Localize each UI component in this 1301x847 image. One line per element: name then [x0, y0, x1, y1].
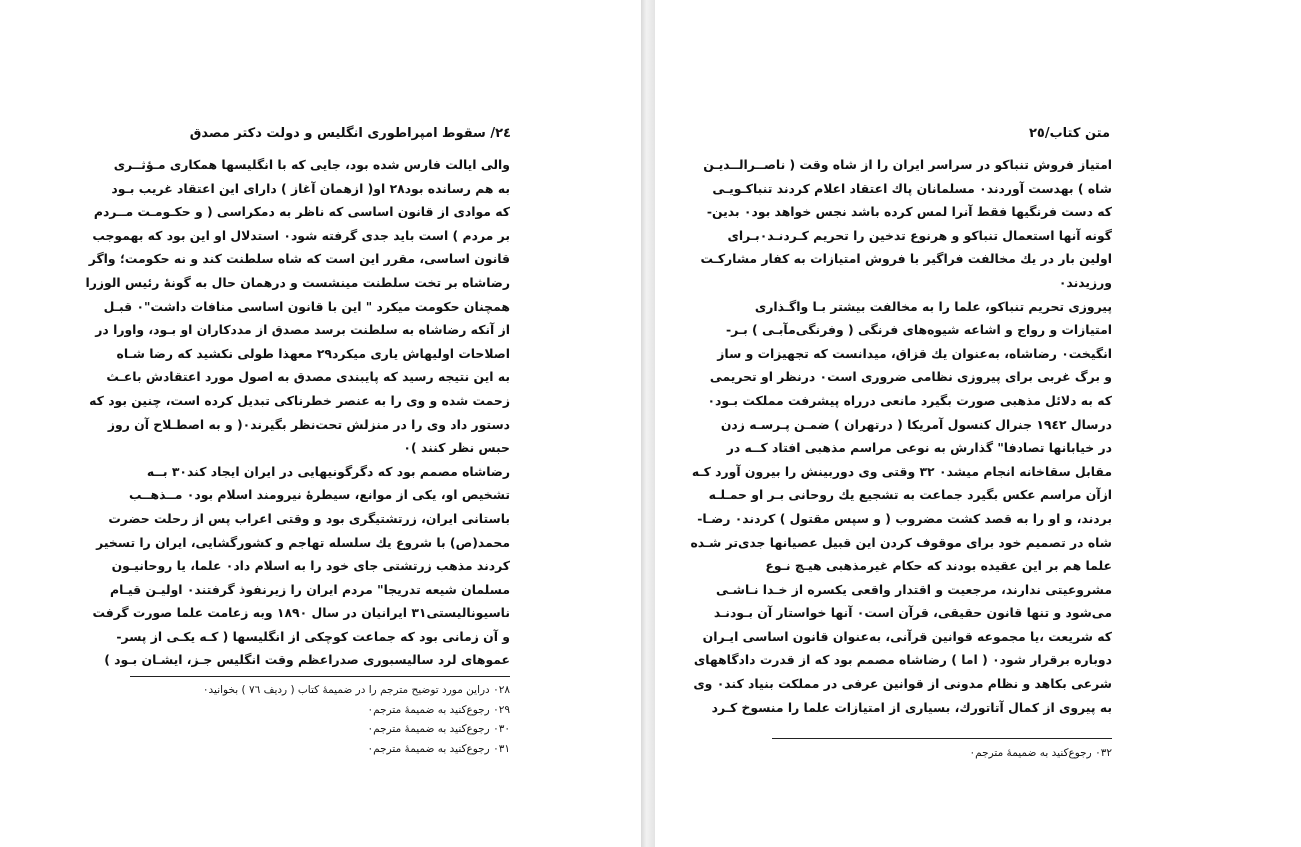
text-line: که موادی از قانون اساسی که ناظر به دمکراسی ( و حکـومـت مــردم	[93, 204, 510, 220]
text-line: دستور داد وی را در منزلش تحت‌نظر بگیرند٠( و به اصطـلاح آن روز	[107, 416, 510, 432]
text-line: ازآن مراسم عکس بگیرد جماعت به تشجیع یك روحانی بـر او حمـلـه	[708, 487, 1112, 503]
right-body-text	[690, 153, 1112, 719]
text-line: به هم رسانده بود٢٨ او( ازهمان آغاز ) دارای این اعتقاد غریب بـود	[111, 180, 510, 196]
page-gutter	[641, 0, 655, 847]
footnote: ٠٣١ رجوع‌کنید به ضمیمهٔ مترجم٠	[367, 742, 510, 755]
text-line: شاه در تصمیم خود برای موقوف کردن این قبیل عصیانها جدی‌تر شـده	[690, 534, 1112, 550]
text-line: و برگ غربی برای پیروزی نظامی ضروری است٠ درنظر او تحریمی	[709, 369, 1112, 385]
text-line: می‌شود و تنها قانون حقیقی، قرآن است٠ آنها خواستار آن بـودنـد	[713, 605, 1112, 621]
left-footnotes	[126, 681, 510, 759]
text-line: علما هم بر این عقیده بودند که حکام غیرمذهبی هیـچ نـوع	[765, 558, 1112, 574]
text-line: حبس نظر کنند )٠	[403, 440, 510, 456]
text-line: که دست فرنگیها فقط آنرا لمس کرده باشد نجس خواهد بود٠ بدین-	[706, 204, 1112, 220]
text-line: بر مردم ) است باید جدی گرفته شود٠ استدلال او این بود که بهموجب	[92, 227, 510, 243]
text-line: شاه ) بهدست آوردند٠ مسلمانان پاك اعتقاد اعلام کردند تنباکـویـی	[712, 180, 1112, 196]
text-line: همچنان حکومت میکرد " این با قانون اساسی منافات داشت"٠ قبـل	[103, 298, 510, 314]
text-line: دوباره برقرار شود٠ ( اما ) رضاشاه مصمم بود که از قدرت دادگاههای	[693, 652, 1112, 668]
text-line: مشروعیتی ندارند، مرجعیت و اقتدار واقعی یکسره از خـدا نـاشـی	[716, 581, 1112, 597]
text-line: قانون اساسی، مقرر این است که شاه سلطنت کند و نه حکومت؛ واگر	[88, 251, 510, 267]
text-line: اصلاحات اولیهاش یاری میکرد٢٩ معهذا طولی نکشید که رضا شـاه	[116, 345, 510, 361]
text-line: رضاشاه بر تخت سلطنت مینشست و درهمان حال به گونهٔ رئیس الوزرا	[85, 274, 510, 290]
text-line: رضاشاه مصمم بود که دگرگونیهایی در ایران ایجاد کند٣٠ بــه	[146, 463, 510, 479]
left-page	[0, 0, 641, 847]
text-line: محمد(ص) با شروع یك سلسله تهاجم و کشورگشایی، ایران را تسخیر	[96, 534, 510, 550]
text-line: زحمت شده و وی را به عنصر خطرناکی تبدیل کرده است، چنین بود که	[89, 392, 510, 408]
text-line: والی ایالت فارس شده بود، جایی که با انگلیسها همکاری مـؤثــری	[113, 157, 510, 172]
text-line: انگیخت٠ رضاشاه، به‌عنوان یك قزاق، میدانست که تجهیزات و ساز	[717, 345, 1112, 361]
text-line: شرعی بکاهد و نظام مدونی از قوانین عرفی در مملکت بنیاد کند٠ وی	[693, 676, 1112, 692]
text-line: در خیابانها تصادفا" گذارش به نوعی مراسم مذهبی افتاد کــه در	[726, 440, 1112, 456]
text-line: تشخیص او، یکی از موانع، سیطرهٔ نیرومند اسلام بود٠ مــذهــب	[128, 487, 510, 503]
text-line: و آن زمانی بود که جماعت کوچکی از انگلیسها ( کـه یکـی از پسر-	[116, 628, 510, 644]
left-body-text	[85, 153, 510, 672]
text-line: به این نتیجه رسید که پایبندی مصدق به اصول مورد اعتقادش باعـث	[106, 369, 510, 385]
text-line: گونه آنها استعمال تنباکو و هرنوع تدخین را تحریم کـردنـد٠بـرای	[727, 227, 1112, 243]
text-line: درسال ١٩٤٢ جنرال کنسول آمریکا ( درتهران ) ضمـن پـرسـه زدن	[720, 416, 1112, 432]
text-line: امتیازات و رواج و اشاعه شیوه‌های فرنگی ( وفرنگی‌مآبـی ) بـر-	[725, 322, 1112, 338]
right-page	[655, 0, 1301, 847]
text-line: پیروزی تحریم تنباکو، علما را به مخالفت بیشتر بـا واگـذاری	[754, 298, 1112, 314]
footnote: ٠٢٩ رجوع‌کنید به ضمیمهٔ مترجم٠	[367, 703, 510, 716]
text-line: که به دلائل مذهبی صورت بگیرد مانعی درراه پیشرفت مملکت بـود٠	[707, 392, 1112, 408]
right-running-head: متن کتاب/٢٥	[1028, 126, 1110, 141]
footnote: ٠٢٨ دراین مورد توضیح مترجم را در ضمیمهٔ کتاب ( ردیف ٧٦ ) بخوانید٠	[202, 684, 510, 696]
right-footnotes	[762, 744, 1112, 764]
text-line: امتیاز فروش تنباکو در سراسر ایران را از شاه وقت ( ناصــرالــدیـن	[703, 157, 1112, 172]
left-running-head: ٢٤/ سقوط امپراطوری انگلیس و دولت دکتر مصدق	[189, 126, 511, 141]
footnote: ٠٣٢ رجوع‌کنید به ضمیمهٔ مترجم٠	[969, 747, 1112, 759]
text-line: مسلمان شیعه تدریجا" مردم ایران را زیرنفوذ گرفتند٠ اولیـن قیـام	[110, 581, 510, 597]
text-line: کردند مذهب زرتشتی جای خود را به اسلام داد٠ علما، یا روحانیـون	[111, 558, 510, 574]
text-line: عموهای لرد سالیسبوری صدراعظم وقت انگلیس جـز، ایشـان بـود )	[104, 652, 510, 668]
footnote-divider	[772, 738, 1112, 739]
text-line: مقابل سقاخانه انجام میشد٠ ٣٢ وقتی وی دوربینش را بیرون آورد کـه	[691, 463, 1112, 479]
text-line: به پیروی از کمال آتاتورك، بسیاری از امتیازات علما را منسوخ کـرد	[711, 699, 1112, 715]
text-line: اولین بار در یك مخالفت فراگیر با فروش امتیازات به کفار مشارکـت	[700, 251, 1112, 267]
text-line: از آنکه رضاشاه به سلطنت برسد مصدق از مددکاران او بـود، واورا در	[95, 322, 510, 338]
footnote: ٠٣٠ رجوع‌کنید به ضمیمهٔ مترجم٠	[367, 723, 510, 735]
text-line: ورزیدند٠	[1058, 274, 1112, 290]
footnote-divider	[130, 676, 510, 677]
text-line: باستانی ایران، زرتشتیگری بود و وقتی اعراب پس از رحلت حضرت	[108, 510, 510, 526]
text-line: ناسیونالیستی٣١ ایرانیان در سال ١٨٩٠ وبه زعامت علما صورت گرفت	[92, 605, 510, 621]
text-line: بردند، و او را به قصد کشت مضروب ( و سپس مقتول ) کردند٠ رضـا-	[697, 510, 1112, 526]
text-line: که شریعت ،یا مجموعه قوانین قرآنی، به‌عنوان قانون اساسی ایـران	[702, 628, 1112, 644]
